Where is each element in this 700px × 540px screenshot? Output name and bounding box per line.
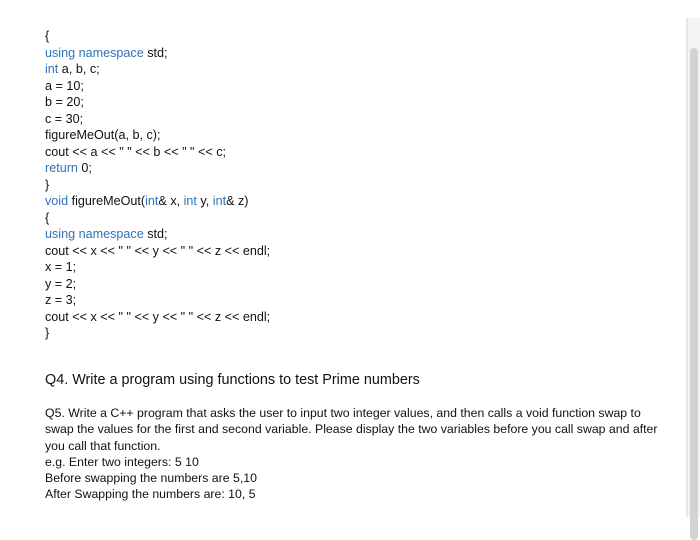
vertical-scrollbar[interactable] [688,18,700,517]
code-text: cout << a << " " << b << " " << c; [45,144,227,159]
code-text: figureMeOut( [68,194,146,208]
code-text: { [45,210,50,225]
code-snippet [45,28,665,342]
code-text: & x, [158,194,184,208]
code-line [45,78,665,95]
code-text: a, b, c; [58,62,100,76]
code-text: c = 30; [45,111,84,126]
example-line: e.g. Enter two integers: 5 10 [45,454,199,469]
code-line [45,127,665,144]
code-line [45,193,665,210]
code-line [45,292,665,309]
code-line [45,144,665,161]
code-text: } [45,326,50,340]
before-line: Before swapping the numbers are 5,10 [45,471,257,486]
code-text: a = 10; [45,78,84,93]
code-text: cout << x << " " << y << " " << z << endl; [45,243,271,258]
code-text: } [45,177,50,192]
code-line [45,309,665,326]
code-text: b = 20; [45,95,84,109]
keyword: int [183,194,197,208]
code-text: x = 1; [45,260,77,274]
code-line [45,243,665,260]
code-text: 0; [77,161,92,175]
code-text: cout << x << " " << y << " " << z << endl; [45,309,271,324]
code-line [45,177,665,194]
scrollbar-thumb[interactable] [690,48,698,540]
code-line [45,94,665,111]
code-text: std; [143,45,168,60]
code-line [45,325,665,342]
code-text: figureMeOut(a, b, c); [45,128,161,142]
keyword: using namespace [45,45,144,60]
code-text: { [45,29,50,43]
code-line [45,45,665,62]
code-line [45,226,665,243]
question-5-block [45,405,665,503]
code-line [45,28,665,45]
keyword: int [145,194,159,208]
keyword: int [45,62,59,76]
code-line [45,61,665,78]
code-line [45,276,665,293]
code-line [45,111,665,128]
keyword: using namespace [45,227,144,241]
code-text: std; [143,227,168,241]
code-text: z = 3; [45,293,77,307]
code-line [45,259,665,276]
keyword: return [45,161,78,175]
keyword: void [45,194,69,208]
code-text: y = 2; [45,276,77,291]
code-line [45,160,665,177]
question-4: Q4. Write a program using functions to test Prime numbers [45,372,420,388]
keyword: int [212,194,227,208]
code-text: & z) [226,194,249,208]
question-5-text: Q5. Write a C++ program that asks the user to input two integer values, and then calls a void function swap to swap the values for the first and second variable. Please display the two variables before you call swap and after you call that function. [45,406,658,453]
code-text: y, [196,194,213,208]
code-line [45,210,665,227]
after-line: After Swapping the numbers are: 10, 5 [45,487,256,502]
